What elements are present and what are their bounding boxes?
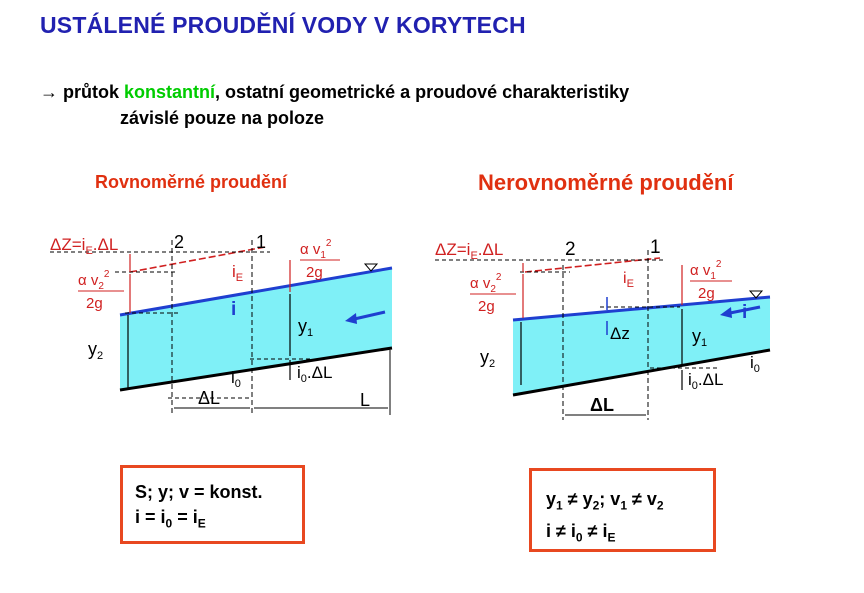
twog-left-label: 2g xyxy=(478,298,495,315)
dz-label: $\Delta Z=i_E.\Delta L$ xyxy=(50,235,119,257)
twog-left-label: 2g xyxy=(86,295,103,312)
iE-label: $i_E$ xyxy=(232,262,244,284)
box-line1: S; y; v = konst. xyxy=(135,482,263,502)
alpha-v2-label: α $v_2^2$ xyxy=(78,269,110,292)
dl-label: ΔL xyxy=(590,395,614,415)
bullet-rest: , ostatní geometrické a proudové charakteristiky xyxy=(215,82,630,102)
box-line2: $i = i_0 = i_E$ xyxy=(135,507,206,531)
alpha-v2-label: α $v_2^2$ xyxy=(470,272,502,295)
bullet-line2: závislé pouze na poloze xyxy=(120,108,325,128)
alpha-v1-label: α $v_1^2$ xyxy=(300,238,332,261)
bullet-text xyxy=(40,79,629,131)
alpha-v1-label: α $v_1^2$ xyxy=(690,259,722,282)
bullet-highlight: konstantní xyxy=(124,82,216,102)
uniform-flow-summary-box xyxy=(120,465,305,544)
dz-label: $\Delta Z=i_E.\Delta L$ xyxy=(435,240,504,262)
twog-right-label: 2g xyxy=(698,285,715,302)
box-line1: $y_1 \ne y_2$; $v_1 \ne v_2$ xyxy=(546,489,664,513)
left-heading: Rovnoměrné proudění xyxy=(95,172,288,192)
i0dl-label: $i_0.\Delta L$ xyxy=(297,363,333,385)
page-title: USTÁLENÉ PROUDĚNÍ VODY V KORYTECH xyxy=(40,12,526,38)
dl-label: ΔL xyxy=(198,388,221,408)
L-label: L xyxy=(360,390,371,410)
i0-label: $i_0$ xyxy=(231,368,241,390)
nonuniform-flow-summary-box xyxy=(529,468,716,552)
i0-label: $i_0$ xyxy=(750,353,760,375)
left-diagram xyxy=(0,220,420,420)
arrow-icon: → xyxy=(40,82,58,102)
y1-label: $y_1$ xyxy=(692,326,708,349)
right-heading: Nerovnoměrné proudění xyxy=(478,170,734,195)
y1-label: $y_1$ xyxy=(298,316,314,339)
water-body xyxy=(120,268,392,390)
dz-small-label: Δz xyxy=(610,324,630,343)
i0dl-label: $i_0.\Delta L$ xyxy=(688,370,724,392)
bullet-prefix: průtok xyxy=(63,82,125,102)
y2-label: $y_2$ xyxy=(480,347,496,370)
twog-right-label: 2g xyxy=(306,264,323,281)
section-2-label: 2 xyxy=(174,232,185,252)
energy-line xyxy=(130,247,265,272)
i-label: i xyxy=(742,302,748,323)
i-label: i xyxy=(231,299,237,320)
iE-label: $i_E$ xyxy=(623,270,634,290)
section-1-label: 1 xyxy=(650,237,661,258)
box-line2: $i \ne i_0 \ne i_E$ xyxy=(546,520,616,545)
section-1-label: 1 xyxy=(256,232,267,252)
y2-label: $y_2$ xyxy=(88,339,104,362)
right-diagram xyxy=(420,225,810,425)
section-2-label: 2 xyxy=(565,239,576,260)
